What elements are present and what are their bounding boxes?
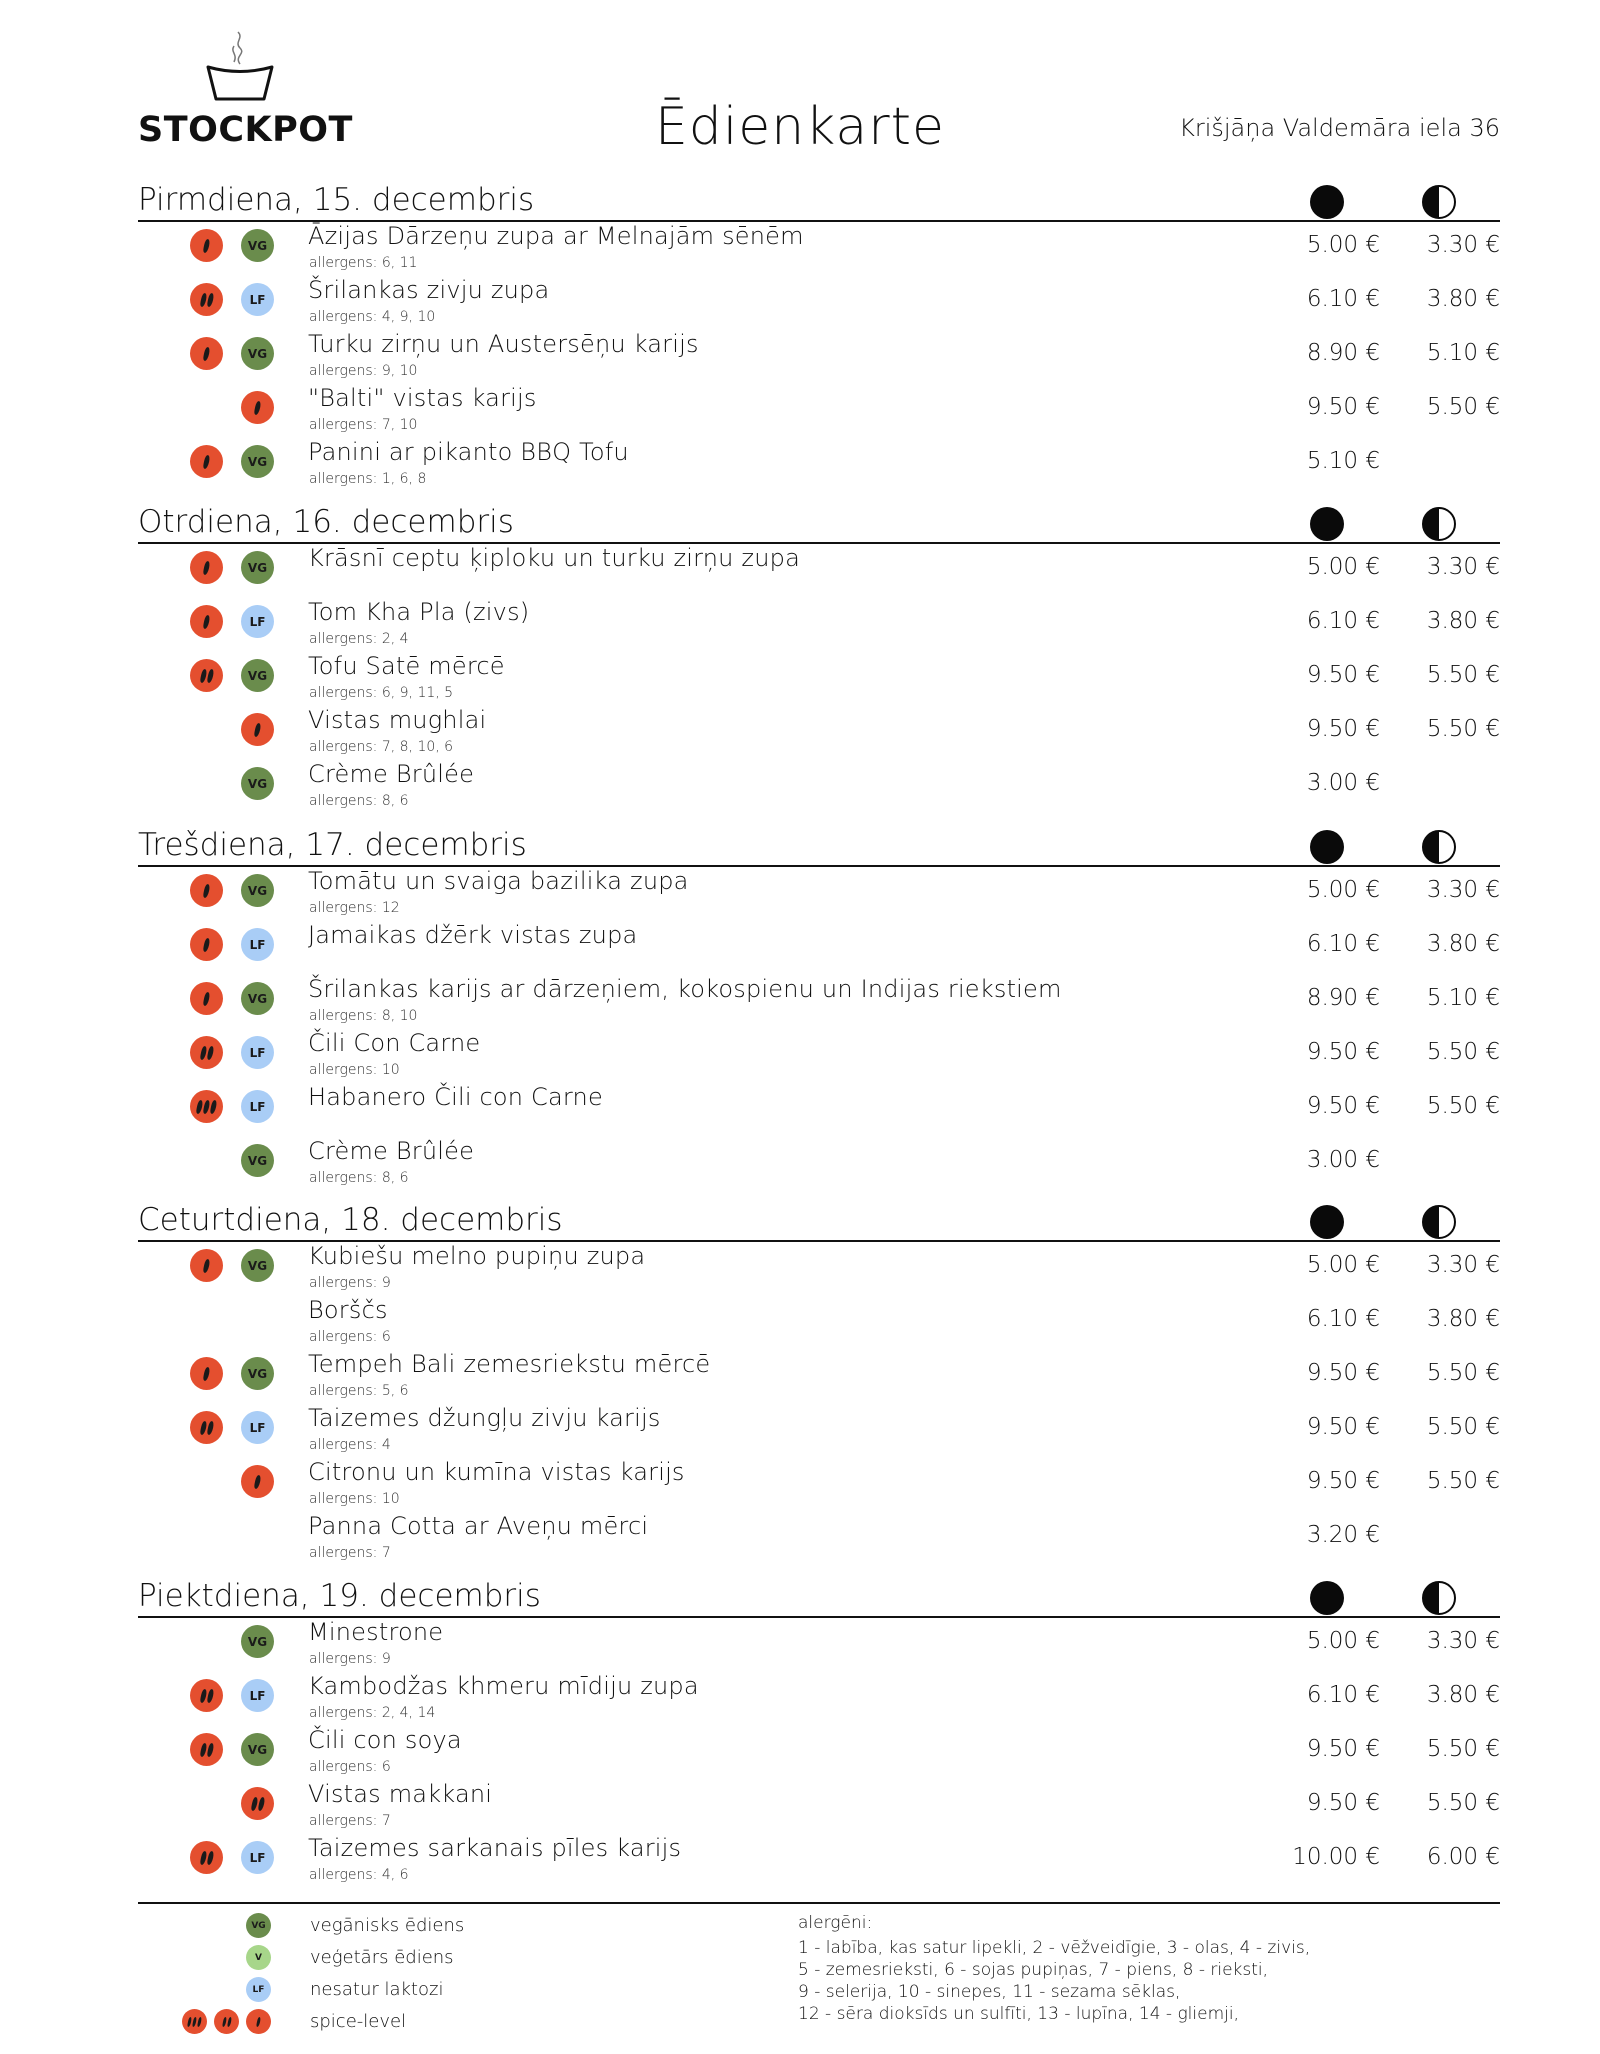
half-portion-icon <box>1422 507 1456 541</box>
vegan-badge-icon: VG <box>241 551 274 584</box>
dish-row <box>138 1672 1500 1726</box>
day-section <box>138 1580 1500 1888</box>
price-full: 9.50 € <box>1306 1360 1380 1386</box>
dish-name: Minestrone <box>308 1618 444 1646</box>
dish-row <box>138 222 1500 276</box>
price-half: 5.50 € <box>1426 1790 1500 1816</box>
dish-row <box>138 1083 1500 1137</box>
price-full: 3.00 € <box>1306 770 1380 796</box>
price-half: 5.50 € <box>1426 1468 1500 1494</box>
price-half: 3.30 € <box>1426 554 1500 580</box>
spice-level-1-icon <box>241 391 274 424</box>
spice-level-2-icon <box>190 1841 223 1874</box>
dish-name: Vistas mughlai <box>308 706 487 734</box>
price-full: 3.00 € <box>1306 1147 1380 1173</box>
dish-allergens: allergens: 5, 6 <box>309 1383 409 1399</box>
day-section <box>138 506 1500 814</box>
allergen-key <box>798 1912 1310 2025</box>
spice-level-1-icon <box>190 229 223 262</box>
vegan-badge-icon: VG <box>241 1733 274 1766</box>
day-section <box>138 1204 1500 1566</box>
dish-name: Krāsnī ceptu ķiploku un turku zirņu zupa <box>308 544 800 572</box>
dish-allergens: allergens: 8, 10 <box>309 1008 418 1024</box>
spice-level-1-icon <box>190 928 223 961</box>
vegan-badge-icon: VG <box>241 1625 274 1658</box>
lactose-free-badge-icon: LF <box>241 1090 274 1123</box>
dish-allergens: allergens: 9 <box>309 1651 391 1667</box>
legend-item-vegan <box>138 1910 738 1942</box>
full-portion-icon <box>1310 507 1344 541</box>
spice-level-1-icon <box>190 874 223 907</box>
dish-row <box>138 544 1500 598</box>
day-section <box>138 184 1500 492</box>
day-header <box>138 506 1500 544</box>
dish-row <box>138 921 1500 975</box>
price-half: 5.50 € <box>1426 716 1500 742</box>
lactose-free-badge-icon: LF <box>241 928 274 961</box>
spice-level-1-icon <box>190 1249 223 1282</box>
dish-row <box>138 438 1500 492</box>
price-full: 10.00 € <box>1292 1844 1380 1870</box>
dish-row <box>138 1780 1500 1834</box>
price-half: 5.50 € <box>1426 1093 1500 1119</box>
vegan-badge-icon: VG <box>241 337 274 370</box>
price-half: 3.30 € <box>1426 877 1500 903</box>
dish-row <box>138 1512 1500 1566</box>
legend-label: vegānisks ēdiens <box>310 1915 465 1936</box>
dish-name: Taizemes sarkanais pīles karijs <box>308 1834 682 1862</box>
dish-allergens: allergens: 7 <box>309 1545 391 1561</box>
allergen-key-line: 1 - labība, kas satur lipekli, 2 - vēžveidīgie, 3 - olas, 4 - zivis, <box>798 1938 1311 1958</box>
vegetarian-badge-icon: V <box>246 1945 271 1970</box>
footer-divider <box>138 1902 1500 1904</box>
dish-allergens: allergens: 8, 6 <box>309 1170 409 1186</box>
spice-level-1-icon <box>246 2009 271 2034</box>
dish-row <box>138 652 1500 706</box>
page-title: Ēdienkarte <box>654 97 946 157</box>
vegan-badge-icon: VG <box>241 659 274 692</box>
price-full: 5.10 € <box>1306 448 1380 474</box>
half-portion-icon <box>1422 1581 1456 1615</box>
dish-allergens: allergens: 2, 4 <box>309 631 409 647</box>
vegan-badge-icon: VG <box>241 1357 274 1390</box>
logo-text: STOCKPOT <box>138 110 353 150</box>
legend <box>138 1910 738 2038</box>
dish-allergens: allergens: 6, 11 <box>309 255 418 271</box>
dish-allergens: allergens: 1, 6, 8 <box>309 471 427 487</box>
dish-name: Tempeh Bali zemesriekstu mērcē <box>308 1350 711 1378</box>
spice-level-1-icon <box>241 1465 274 1498</box>
spice-level-2-icon <box>214 2009 239 2034</box>
allergen-key-title: alergēni: <box>798 1913 873 1933</box>
price-full: 9.50 € <box>1306 1790 1380 1816</box>
day-title: Piektdiena, 19. decembris <box>138 1578 541 1614</box>
dish-allergens: allergens: 2, 4, 14 <box>309 1705 436 1721</box>
day-title: Trešdiena, 17. decembris <box>138 827 527 863</box>
lactose-free-badge-icon: LF <box>241 1841 274 1874</box>
full-portion-icon <box>1310 1581 1344 1615</box>
lactose-free-badge-icon: LF <box>241 1411 274 1444</box>
dish-name: Citronu un kumīna vistas karijs <box>308 1458 685 1486</box>
price-full: 9.50 € <box>1306 1039 1380 1065</box>
dish-allergens: allergens: 6, 9, 11, 5 <box>309 685 454 701</box>
price-full: 6.10 € <box>1306 608 1380 634</box>
dish-name: Turku zirņu un Austersēņu karijs <box>308 330 699 358</box>
dish-row <box>138 706 1500 760</box>
price-full: 9.50 € <box>1306 1414 1380 1440</box>
spice-level-3-icon <box>182 2009 207 2034</box>
allergen-key-line: 5 - zemesrieksti, 6 - sojas pupiņas, 7 - piens, 8 - rieksti, <box>798 1960 1269 1980</box>
dish-allergens: allergens: 4, 6 <box>309 1867 409 1883</box>
vegan-badge-icon: VG <box>241 767 274 800</box>
dish-name: Crème Brûlée <box>308 760 475 788</box>
dish-name: Kambodžas khmeru mīdiju zupa <box>308 1672 699 1700</box>
day-title: Otrdiena, 16. decembris <box>138 504 514 540</box>
dish-allergens: allergens: 10 <box>309 1062 400 1078</box>
allergen-key-line: 9 - selerija, 10 - sinepes, 11 - sezama sēklas, <box>798 1982 1181 2002</box>
price-half: 3.80 € <box>1426 1306 1500 1332</box>
dish-row <box>138 1834 1500 1888</box>
dish-name: Kubiešu melno pupiņu zupa <box>308 1242 646 1270</box>
vegan-badge-icon: VG <box>241 982 274 1015</box>
dish-allergens: allergens: 7, 10 <box>309 417 418 433</box>
dish-allergens: allergens: 6 <box>309 1759 391 1775</box>
price-full: 9.50 € <box>1306 1468 1380 1494</box>
dish-name: Šrilankas zivju zupa <box>308 276 550 304</box>
dish-name: Taizemes džungļu zivju karijs <box>308 1404 661 1432</box>
price-full: 5.00 € <box>1306 554 1380 580</box>
dish-row <box>138 1350 1500 1404</box>
spice-level-2-icon <box>190 1679 223 1712</box>
price-half: 3.80 € <box>1426 1682 1500 1708</box>
spice-level-1-icon <box>190 605 223 638</box>
lactose-free-badge-icon: LF <box>241 1036 274 1069</box>
price-half: 3.30 € <box>1426 1252 1500 1278</box>
dish-allergens: allergens: 4 <box>309 1437 391 1453</box>
half-portion-icon <box>1422 1205 1456 1239</box>
spice-level-1-icon <box>190 445 223 478</box>
price-full: 6.10 € <box>1306 931 1380 957</box>
dish-name: Čili con soya <box>308 1726 462 1754</box>
spice-level-3-icon <box>190 1090 223 1123</box>
dish-name: Vistas makkani <box>308 1780 493 1808</box>
day-header <box>138 1580 1500 1618</box>
dish-allergens: allergens: 10 <box>309 1491 400 1507</box>
price-half: 5.50 € <box>1426 662 1500 688</box>
price-full: 5.00 € <box>1306 1252 1380 1278</box>
price-half: 5.50 € <box>1426 1414 1500 1440</box>
dish-name: Panini ar pikanto BBQ Tofu <box>308 438 629 466</box>
day-section <box>138 829 1500 1191</box>
price-half: 5.50 € <box>1426 1736 1500 1762</box>
price-full: 6.10 € <box>1306 1306 1380 1332</box>
price-half: 3.30 € <box>1426 1628 1500 1654</box>
legend-item-lactose-free <box>138 1974 738 2006</box>
price-half: 5.50 € <box>1426 394 1500 420</box>
spice-level-1-icon <box>190 982 223 1015</box>
vegan-badge-icon: VG <box>241 229 274 262</box>
price-full: 6.10 € <box>1306 1682 1380 1708</box>
price-full: 9.50 € <box>1306 716 1380 742</box>
vegan-badge-icon: VG <box>241 1249 274 1282</box>
spice-level-2-icon <box>190 283 223 316</box>
price-full: 9.50 € <box>1306 394 1380 420</box>
dish-row <box>138 330 1500 384</box>
dish-name: Borščs <box>308 1296 388 1324</box>
dish-row <box>138 1726 1500 1780</box>
day-header <box>138 184 1500 222</box>
dish-row <box>138 1242 1500 1296</box>
day-title: Ceturtdiena, 18. decembris <box>138 1202 563 1238</box>
legend-item-vegetarian <box>138 1942 738 1974</box>
dish-allergens: allergens: 8, 6 <box>309 793 409 809</box>
price-full: 9.50 € <box>1306 1093 1380 1119</box>
dish-row <box>138 598 1500 652</box>
dish-row <box>138 867 1500 921</box>
legend-label: nesatur laktozi <box>310 1979 444 2000</box>
lactose-free-badge-icon: LF <box>246 1977 271 2002</box>
legend-label: veģetārs ēdiens <box>310 1947 454 1968</box>
price-half: 6.00 € <box>1426 1844 1500 1870</box>
dish-row <box>138 1618 1500 1672</box>
dish-row <box>138 975 1500 1029</box>
dish-row <box>138 384 1500 438</box>
price-full: 3.20 € <box>1306 1522 1380 1548</box>
spice-level-1-icon <box>190 1357 223 1390</box>
spice-level-2-icon <box>190 659 223 692</box>
dish-name: Jamaikas džērk vistas zupa <box>308 921 638 949</box>
price-half: 3.80 € <box>1426 286 1500 312</box>
dish-name: Čili Con Carne <box>308 1029 481 1057</box>
price-full: 9.50 € <box>1306 662 1380 688</box>
vegan-badge-icon: VG <box>246 1913 271 1938</box>
spice-level-2-icon <box>190 1733 223 1766</box>
dish-name: Āzijas Dārzeņu zupa ar Melnajām sēnēm <box>308 222 804 250</box>
dish-name: Tofu Satē mērcē <box>308 652 505 680</box>
price-full: 5.00 € <box>1306 1628 1380 1654</box>
dish-name: Habanero Čili con Carne <box>308 1083 603 1111</box>
dish-row <box>138 1458 1500 1512</box>
dish-allergens: allergens: 9, 10 <box>309 363 418 379</box>
vegan-badge-icon: VG <box>241 1144 274 1177</box>
dish-row <box>138 1029 1500 1083</box>
spice-level-2-icon <box>241 1787 274 1820</box>
dish-allergens: allergens: 7 <box>309 1813 391 1829</box>
dish-row <box>138 760 1500 814</box>
full-portion-icon <box>1310 1205 1344 1239</box>
dish-name: Šrilankas karijs ar dārzeņiem, kokospienu un Indijas riekstiem <box>308 975 1062 1003</box>
dish-allergens: allergens: 7, 8, 10, 6 <box>309 739 454 755</box>
lactose-free-badge-icon: LF <box>241 605 274 638</box>
price-full: 8.90 € <box>1306 985 1380 1011</box>
lactose-free-badge-icon: LF <box>241 1679 274 1712</box>
price-half: 5.50 € <box>1426 1360 1500 1386</box>
price-half: 5.10 € <box>1426 340 1500 366</box>
dish-allergens: allergens: 4, 9, 10 <box>309 309 436 325</box>
steaming-pot-icon <box>200 24 280 104</box>
dish-name: Tom Kha Pla (zivs) <box>308 598 530 626</box>
lactose-free-badge-icon: LF <box>241 283 274 316</box>
price-full: 5.00 € <box>1306 232 1380 258</box>
vegan-badge-icon: VG <box>241 445 274 478</box>
dish-name: "Balti" vistas karijs <box>308 384 537 412</box>
allergen-key-line: 12 - sēra dioksīds un sulfīti, 13 - lupīna, 14 - gliemji, <box>798 2004 1239 2024</box>
price-half: 3.80 € <box>1426 608 1500 634</box>
dish-name: Panna Cotta ar Aveņu mērci <box>308 1512 649 1540</box>
spice-level-1-icon <box>190 551 223 584</box>
half-portion-icon <box>1422 830 1456 864</box>
full-portion-icon <box>1310 185 1344 219</box>
day-title: Pirmdiena, 15. decembris <box>138 182 535 218</box>
day-header <box>138 829 1500 867</box>
spice-level-1-icon <box>241 713 274 746</box>
dish-row <box>138 1296 1500 1350</box>
price-full: 8.90 € <box>1306 340 1380 366</box>
dish-name: Tomātu un svaiga bazilika zupa <box>308 867 689 895</box>
day-header <box>138 1204 1500 1242</box>
price-full: 9.50 € <box>1306 1736 1380 1762</box>
price-half: 5.10 € <box>1426 985 1500 1011</box>
vegan-badge-icon: VG <box>241 874 274 907</box>
half-portion-icon <box>1422 185 1456 219</box>
price-half: 3.80 € <box>1426 931 1500 957</box>
spice-level-2-icon <box>190 1411 223 1444</box>
price-half: 3.30 € <box>1426 232 1500 258</box>
address: Krišjāņa Valdemāra iela 36 <box>1179 114 1500 142</box>
spice-level-2-icon <box>190 1036 223 1069</box>
dish-name: Crème Brûlée <box>308 1137 475 1165</box>
price-full: 5.00 € <box>1306 877 1380 903</box>
dish-allergens: allergens: 6 <box>309 1329 391 1345</box>
full-portion-icon <box>1310 830 1344 864</box>
spice-level-1-icon <box>190 337 223 370</box>
price-half: 5.50 € <box>1426 1039 1500 1065</box>
legend-label: spice-level <box>310 2011 407 2032</box>
dish-row <box>138 1404 1500 1458</box>
dish-row <box>138 276 1500 330</box>
legend-item-spice <box>138 2006 738 2038</box>
dish-allergens: allergens: 12 <box>309 900 400 916</box>
price-full: 6.10 € <box>1306 286 1380 312</box>
dish-allergens: allergens: 9 <box>309 1275 391 1291</box>
dish-row <box>138 1137 1500 1191</box>
